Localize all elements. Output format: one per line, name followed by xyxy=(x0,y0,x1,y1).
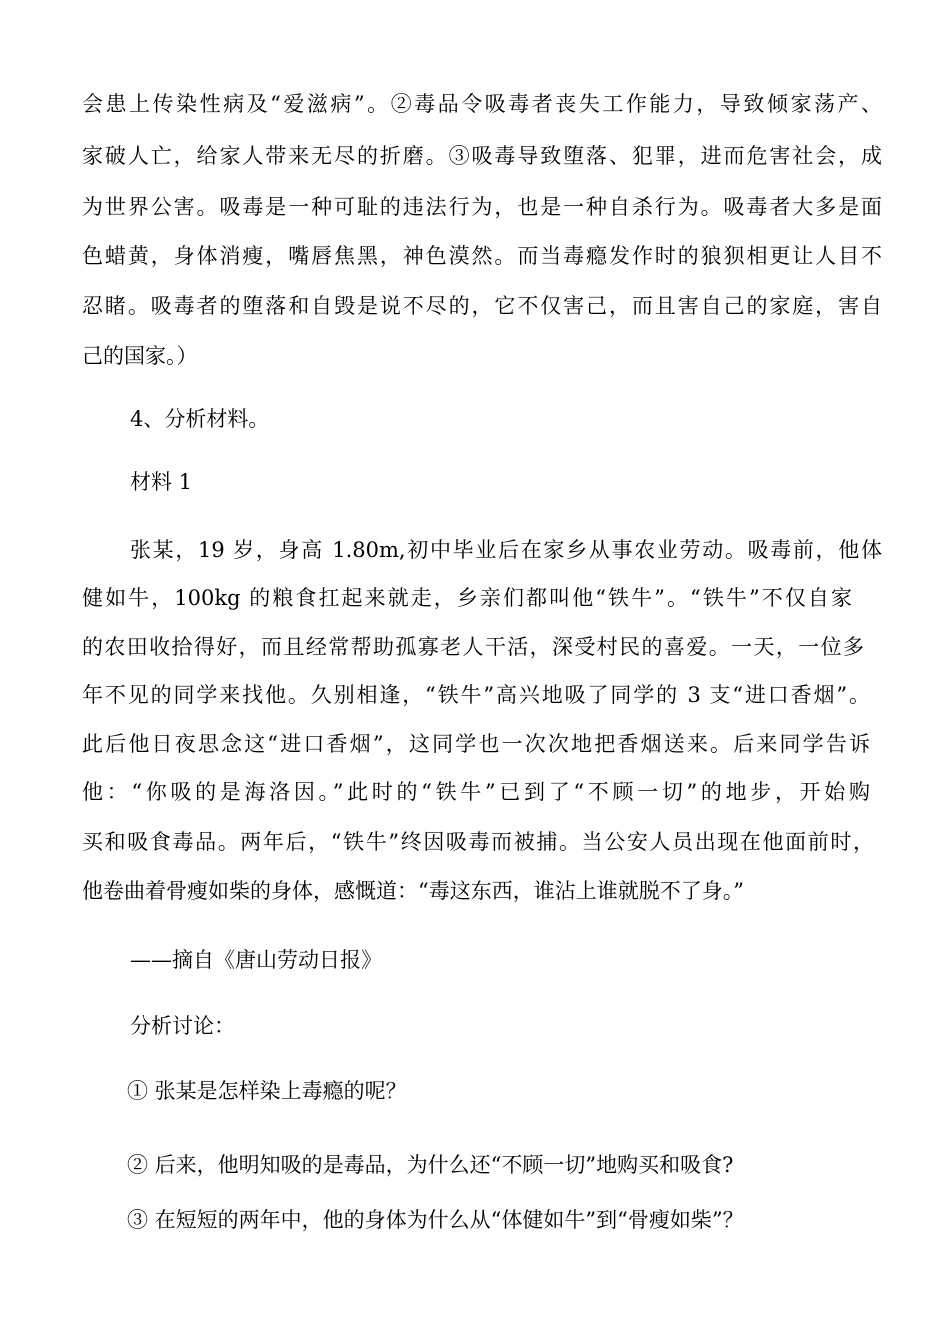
intro-line-2: 家破人亡，给家人带来无尽的折磨。③吸毒导致堕落、犯罪，进而危害社会，成 xyxy=(82,144,882,168)
story-line-8: 他卷曲着骨瘦如柴的身体，感慨道：“毒这东西，谁沾上谁就脱不了身。” xyxy=(82,879,744,903)
story-line-7: 买和吸食毒品。两年后，“铁牛”终因吸毒而被捕。当公安人员出现在他面前时， xyxy=(82,830,874,854)
story-line-6: 他：“你吸的是海洛因。”此时的“铁牛”已到了“不顾一切”的地步，开始购 xyxy=(82,780,870,804)
intro-line-6: 己的国家。） xyxy=(82,344,198,368)
story-line-3: 的农田收拾得好，而且经常帮助孤寡老人干活，深受村民的喜爱。一天，一位多 xyxy=(82,635,864,659)
intro-line-1: 会患上传染性病及“爱滋病”。②毒品令吸毒者丧失工作能力，导致倾家荡产、 xyxy=(82,92,882,116)
story-line-2: 健如牛，100kg 的粮食扛起来就走，乡亲们都叫他“铁牛”。“铁牛”不仅自家 xyxy=(82,586,852,610)
question-3: ③ 在短短的两年中，他的身体为什么从“体健如牛”到“骨瘦如柴”？ xyxy=(127,1208,744,1232)
question-1: ① 张某是怎样染上毒瘾的呢？ xyxy=(127,1079,407,1103)
section-heading: 4、分析材料。 xyxy=(130,407,270,431)
intro-line-4: 色蜡黄，身体消瘦，嘴唇焦黑，神色漠然。而当毒瘾发作时的狼狈相更让人目不 xyxy=(82,244,882,268)
intro-line-5: 忍睹。吸毒者的堕落和自毁是说不尽的，它不仅害己，而且害自己的家庭，害自 xyxy=(82,294,882,318)
story-line-5: 此后他日夜思念这“进口香烟”，这同学也一次次地把香烟送来。后来同学告诉 xyxy=(82,732,870,756)
story-line-4: 年不见的同学来找他。久别相逢，“铁牛”高兴地吸了同学的 3 支“进口香烟”。 xyxy=(82,683,870,707)
question-2: ② 后来，他明知吸的是毒品，为什么还“不顾一切”地购买和吸食? xyxy=(127,1153,734,1177)
discussion-label: 分析讨论： xyxy=(130,1014,235,1038)
story-line-1: 张某，19 岁，身高 1.80m,初中毕业后在家乡从事农业劳动。吸毒前，他体 xyxy=(130,538,882,562)
source-citation: ——摘自《唐山劳动日报》 xyxy=(130,948,382,972)
intro-line-3: 为世界公害。吸毒是一种可耻的违法行为，也是一种自杀行为。吸毒者大多是面 xyxy=(82,195,882,219)
material-label: 材料 1 xyxy=(130,470,193,494)
